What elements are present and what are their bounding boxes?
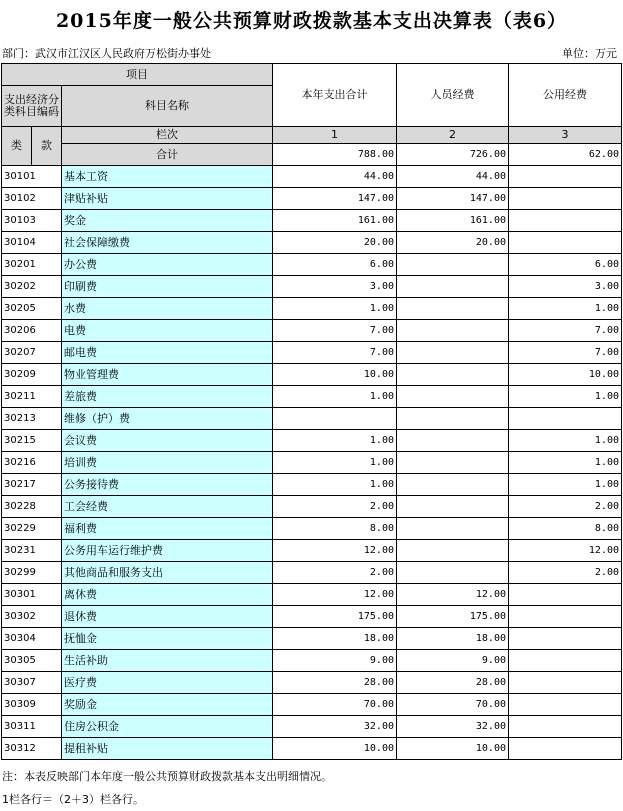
row-name: 物业管理费 [62,364,273,386]
header-name: 科目名称 [62,86,273,127]
row-code: 30228 [2,496,62,518]
row-name: 水费 [62,298,273,320]
header-class: 类 [2,127,32,166]
row-public [509,166,622,188]
row-total: 18.00 [273,628,397,650]
row-code: 30202 [2,276,62,298]
row-public: 7.00 [509,320,622,342]
row-personnel [397,298,509,320]
table-row [2,342,622,364]
department-label: 部门：武汉市江汉区人民政府万松街办事处 [2,47,211,60]
row-name: 福利费 [62,518,273,540]
header-public: 公用经费 [509,64,622,127]
table-row [2,738,622,760]
row-personnel: 175.00 [397,606,509,628]
row-code: 30101 [2,166,62,188]
row-name: 培训费 [62,452,273,474]
row-code: 30209 [2,364,62,386]
row-total: 175.00 [273,606,397,628]
row-public: 1.00 [509,298,622,320]
row-personnel [397,452,509,474]
total-personnel: 726.00 [397,144,509,166]
table-row [2,210,622,232]
row-total: 44.00 [273,166,397,188]
row-personnel: 161.00 [397,210,509,232]
table-row [2,166,622,188]
table-row [2,276,622,298]
row-personnel: 32.00 [397,716,509,738]
row-name: 会议费 [62,430,273,452]
row-total: 8.00 [273,518,397,540]
row-code: 30217 [2,474,62,496]
row-name: 邮电费 [62,342,273,364]
row-public [509,188,622,210]
table-row [2,672,622,694]
row-public: 2.00 [509,496,622,518]
row-personnel [397,408,509,430]
row-public [509,210,622,232]
row-personnel [397,518,509,540]
row-total: 10.00 [273,364,397,386]
row-total: 1.00 [273,430,397,452]
row-total: 10.00 [273,738,397,760]
row-total: 1.00 [273,452,397,474]
total-public: 62.00 [509,144,622,166]
row-personnel: 147.00 [397,188,509,210]
header-item: 项目 [2,64,273,86]
row-public: 1.00 [509,386,622,408]
row-name: 提租补贴 [62,738,273,760]
table-row [2,496,622,518]
row-public: 1.00 [509,452,622,474]
row-name: 印刷费 [62,276,273,298]
row-total: 20.00 [273,232,397,254]
unit-label: 单位：万元 [562,47,617,60]
row-name: 其他商品和服务支出 [62,562,273,584]
table-row [2,474,622,496]
row-total: 2.00 [273,562,397,584]
table-body [2,166,622,760]
row-public [509,716,622,738]
table-row [2,562,622,584]
row-name: 住房公积金 [62,716,273,738]
row-public [509,408,622,430]
row-personnel [397,386,509,408]
row-personnel [397,320,509,342]
row-code: 30301 [2,584,62,606]
row-total: 1.00 [273,386,397,408]
table-row [2,386,622,408]
header-section: 款 [32,127,62,166]
row-code: 30102 [2,188,62,210]
row-personnel: 10.00 [397,738,509,760]
row-name: 离休费 [62,584,273,606]
row-total: 12.00 [273,584,397,606]
table-row [2,188,622,210]
row-personnel [397,254,509,276]
row-name: 奖金 [62,210,273,232]
row-code: 30307 [2,672,62,694]
row-name: 公务用车运行维护费 [62,540,273,562]
header-code-group: 支出经济分类科目编码 [2,86,62,127]
header-total: 本年支出合计 [273,64,397,127]
table-row [2,606,622,628]
row-total: 147.00 [273,188,397,210]
row-public: 6.00 [509,254,622,276]
row-total: 12.00 [273,540,397,562]
total-total: 788.00 [273,144,397,166]
row-code: 30302 [2,606,62,628]
row-code: 30305 [2,650,62,672]
row-name: 退休费 [62,606,273,628]
header-column-label: 栏次 [62,127,273,144]
row-name: 差旅费 [62,386,273,408]
row-name: 办公费 [62,254,273,276]
row-public [509,606,622,628]
row-code: 30231 [2,540,62,562]
row-name: 医疗费 [62,672,273,694]
row-personnel: 18.00 [397,628,509,650]
row-name: 维修（护）费 [62,408,273,430]
table-row [2,694,622,716]
row-public [509,628,622,650]
table-row [2,540,622,562]
row-public: 8.00 [509,518,622,540]
row-code: 30213 [2,408,62,430]
table-row [2,452,622,474]
row-public: 10.00 [509,364,622,386]
header-n2: 2 [397,127,509,144]
row-personnel [397,430,509,452]
row-code: 30104 [2,232,62,254]
header-personnel: 人员经费 [397,64,509,127]
row-personnel: 44.00 [397,166,509,188]
row-total: 6.00 [273,254,397,276]
header-n1: 1 [273,127,397,144]
header-n3: 3 [509,127,622,144]
table-row [2,232,622,254]
row-name: 公务接待费 [62,474,273,496]
row-personnel: 20.00 [397,232,509,254]
row-code: 30304 [2,628,62,650]
table-row [2,716,622,738]
row-public: 3.00 [509,276,622,298]
table-row [2,650,622,672]
row-code: 30207 [2,342,62,364]
row-public: 1.00 [509,430,622,452]
row-code: 30311 [2,716,62,738]
row-name: 基本工资 [62,166,273,188]
row-total: 3.00 [273,276,397,298]
row-public [509,584,622,606]
row-code: 30216 [2,452,62,474]
table-row [2,254,622,276]
table-row [2,430,622,452]
row-total: 28.00 [273,672,397,694]
row-name: 抚恤金 [62,628,273,650]
row-personnel: 28.00 [397,672,509,694]
row-personnel [397,540,509,562]
table-header [2,64,622,166]
expenditure-table [1,63,622,760]
row-code: 30205 [2,298,62,320]
row-total: 32.00 [273,716,397,738]
row-code: 30229 [2,518,62,540]
row-code: 30215 [2,430,62,452]
row-name: 奖励金 [62,694,273,716]
row-public: 12.00 [509,540,622,562]
row-total: 70.00 [273,694,397,716]
row-total: 1.00 [273,298,397,320]
row-total [273,408,397,430]
row-total: 7.00 [273,342,397,364]
table-row [2,518,622,540]
row-name: 生活补助 [62,650,273,672]
note-1: 注：本表反映部门本年度一般公共预算财政拨款基本支出明细情况。 [2,770,332,783]
report-title: 2015年度一般公共预算财政拨款基本支出决算表（表6） [55,10,568,32]
row-code: 30103 [2,210,62,232]
table-row [2,298,622,320]
row-personnel: 12.00 [397,584,509,606]
row-name: 电费 [62,320,273,342]
total-label: 合计 [62,144,273,166]
row-public: 2.00 [509,562,622,584]
row-public: 1.00 [509,474,622,496]
row-personnel [397,276,509,298]
note-2: 1栏各行＝（2＋3）栏各行。 [2,793,144,806]
row-personnel [397,342,509,364]
row-total: 9.00 [273,650,397,672]
table-row [2,364,622,386]
row-code: 30206 [2,320,62,342]
row-personnel [397,474,509,496]
table-row [2,320,622,342]
row-total: 7.00 [273,320,397,342]
row-public [509,232,622,254]
row-public [509,694,622,716]
row-code: 30312 [2,738,62,760]
row-public: 7.00 [509,342,622,364]
row-name: 社会保障缴费 [62,232,273,254]
row-personnel: 9.00 [397,650,509,672]
row-personnel [397,364,509,386]
row-public [509,650,622,672]
row-personnel: 70.00 [397,694,509,716]
table-row [2,584,622,606]
row-code: 30299 [2,562,62,584]
row-public [509,672,622,694]
row-personnel [397,562,509,584]
row-code: 30211 [2,386,62,408]
table-row [2,628,622,650]
row-code: 30309 [2,694,62,716]
row-total: 2.00 [273,496,397,518]
row-total: 161.00 [273,210,397,232]
row-name: 津贴补贴 [62,188,273,210]
row-total: 1.00 [273,474,397,496]
table-row [2,408,622,430]
row-name: 工会经费 [62,496,273,518]
row-public [509,738,622,760]
row-code: 30201 [2,254,62,276]
row-personnel [397,496,509,518]
